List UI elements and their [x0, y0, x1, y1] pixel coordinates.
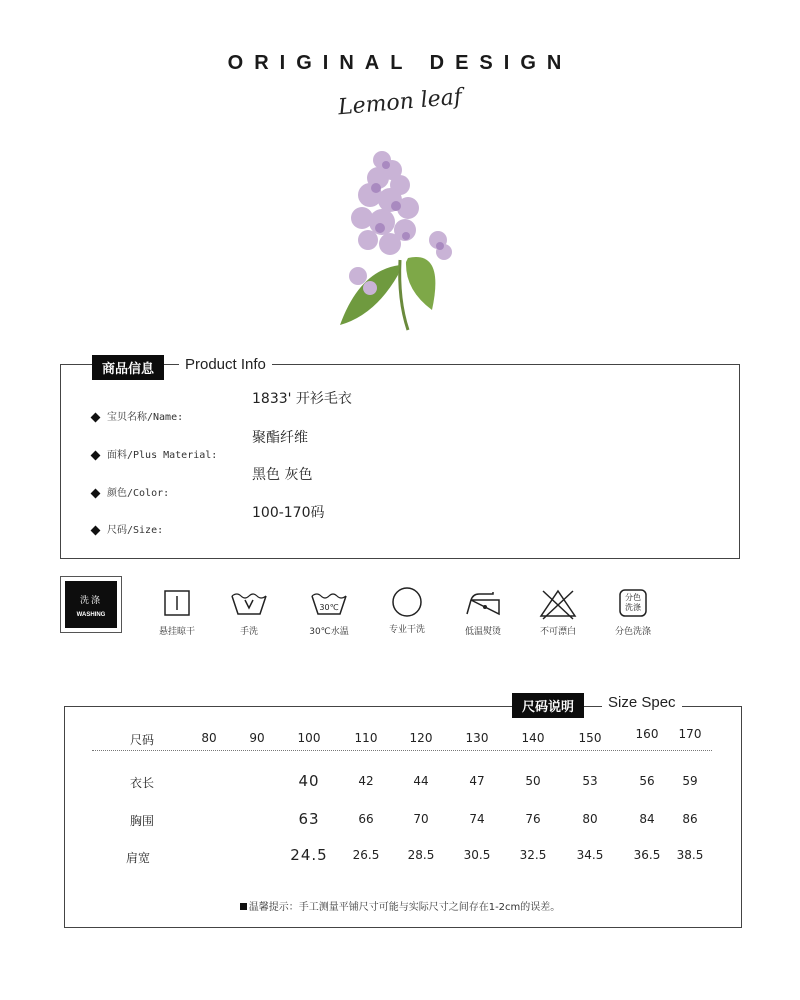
size-spec-heading: Size Spec: [602, 694, 682, 711]
no-bleach-icon: [538, 588, 578, 620]
care-label: 分色洗涤: [614, 627, 651, 637]
wash-30-icon: [309, 588, 349, 618]
brand-headline: ORIGINAL DESIGN: [227, 52, 573, 74]
care-item-hand-wash: [209, 588, 289, 637]
info-value-size: 100-170码: [252, 505, 325, 521]
size-header-cell: 160: [635, 727, 659, 741]
lilac-flower-illustration: [320, 140, 470, 340]
size-cell: 32.5: [519, 848, 547, 862]
size-header-label: 尺码: [130, 733, 155, 747]
care-item-separate-wash: [593, 588, 673, 637]
size-cell: 66: [358, 812, 374, 826]
size-cell: 42: [358, 774, 374, 788]
washing-badge-cn: 洗涤: [79, 596, 102, 606]
info-label-name: 宝贝名称/Name:: [92, 408, 183, 423]
size-header-cell: 90: [249, 731, 265, 745]
row-label-length: 衣长: [130, 776, 155, 790]
size-cell: 86: [682, 812, 698, 826]
wash-temp-text: 30℃: [319, 603, 339, 612]
size-cell: 84: [639, 812, 655, 826]
size-cell: 40: [298, 772, 320, 790]
dry-clean-icon: [390, 585, 424, 619]
row-label-chest: 胸围: [130, 814, 155, 828]
size-cell: 36.5: [633, 848, 661, 862]
size-cell: 53: [582, 774, 598, 788]
size-cell: 50: [525, 774, 541, 788]
row-label-shoulder: 肩宽: [126, 851, 151, 865]
size-cell: 30.5: [463, 848, 491, 862]
size-cell: 63: [298, 810, 320, 828]
size-header-cell: 170: [678, 727, 702, 741]
size-spec-tab: 尺码说明: [512, 693, 584, 718]
diamond-bullet-icon: [91, 525, 101, 535]
care-label: 低温熨烫: [464, 627, 501, 637]
measurement-note: 温馨提示：手工测量平铺尺寸可能与实际尺寸之间存在1-2cm的误差。: [0, 898, 800, 913]
info-value-name: 1833' 开衫毛衣: [252, 391, 352, 407]
diamond-bullet-icon: [91, 488, 101, 498]
size-cell: 44: [413, 774, 429, 788]
product-info-heading: Product Info: [179, 356, 272, 373]
care-label: 悬挂晾干: [158, 627, 195, 637]
divider: [92, 750, 712, 751]
info-label-material: 面料/Plus Material:: [92, 446, 217, 461]
size-header-cell: 130: [465, 731, 489, 745]
size-cell: 47: [469, 774, 485, 788]
hand-wash-icon: [229, 588, 269, 618]
size-header-cell: 150: [578, 731, 602, 745]
diamond-bullet-icon: [91, 450, 101, 460]
size-header-cell: 100: [297, 731, 321, 745]
washing-badge-en: WASHING: [76, 612, 106, 618]
size-cell: 26.5: [352, 848, 380, 862]
care-item-hang-dry: [137, 588, 217, 637]
care-item-no-bleach: [518, 588, 598, 637]
info-value-material: 聚酯纤维: [252, 430, 308, 446]
separate-wash-icon: 分色洗涤: [618, 588, 648, 618]
size-cell: 34.5: [576, 848, 604, 862]
size-header-cell: 140: [521, 731, 545, 745]
size-header-cell: 120: [409, 731, 433, 745]
info-value-color: 黑色 灰色: [252, 467, 313, 483]
care-item-wash-30: [289, 588, 369, 637]
care-item-low-iron: [443, 588, 523, 637]
care-label: 专业干洗: [388, 625, 425, 635]
info-label-size: 尺码/Size:: [92, 521, 163, 536]
size-cell: 74: [469, 812, 485, 826]
size-cell: 80: [582, 812, 598, 826]
size-cell: 56: [639, 774, 655, 788]
care-item-dry-clean: [367, 588, 447, 635]
diamond-bullet-icon: [91, 412, 101, 422]
info-label-color: 颜色/Color:: [92, 484, 169, 499]
hang-dry-icon: [162, 588, 192, 618]
product-info-tab: 商品信息: [92, 355, 164, 380]
low-iron-icon: [463, 588, 503, 618]
care-label: 手洗: [239, 627, 258, 637]
size-header-cell: 110: [354, 731, 378, 745]
size-cell: 76: [525, 812, 541, 826]
care-label: 30℃水温: [309, 627, 349, 637]
size-cell: 38.5: [676, 848, 704, 862]
size-cell: 70: [413, 812, 429, 826]
size-cell: 59: [682, 774, 698, 788]
size-cell: 28.5: [407, 848, 435, 862]
size-cell: 24.5: [290, 846, 328, 864]
washing-badge: [60, 576, 122, 633]
brand-script-title: Lemon leaf: [337, 84, 463, 121]
size-header-cell: 80: [201, 731, 217, 745]
square-bullet-icon: [240, 903, 247, 910]
care-label: 不可漂白: [539, 627, 576, 637]
